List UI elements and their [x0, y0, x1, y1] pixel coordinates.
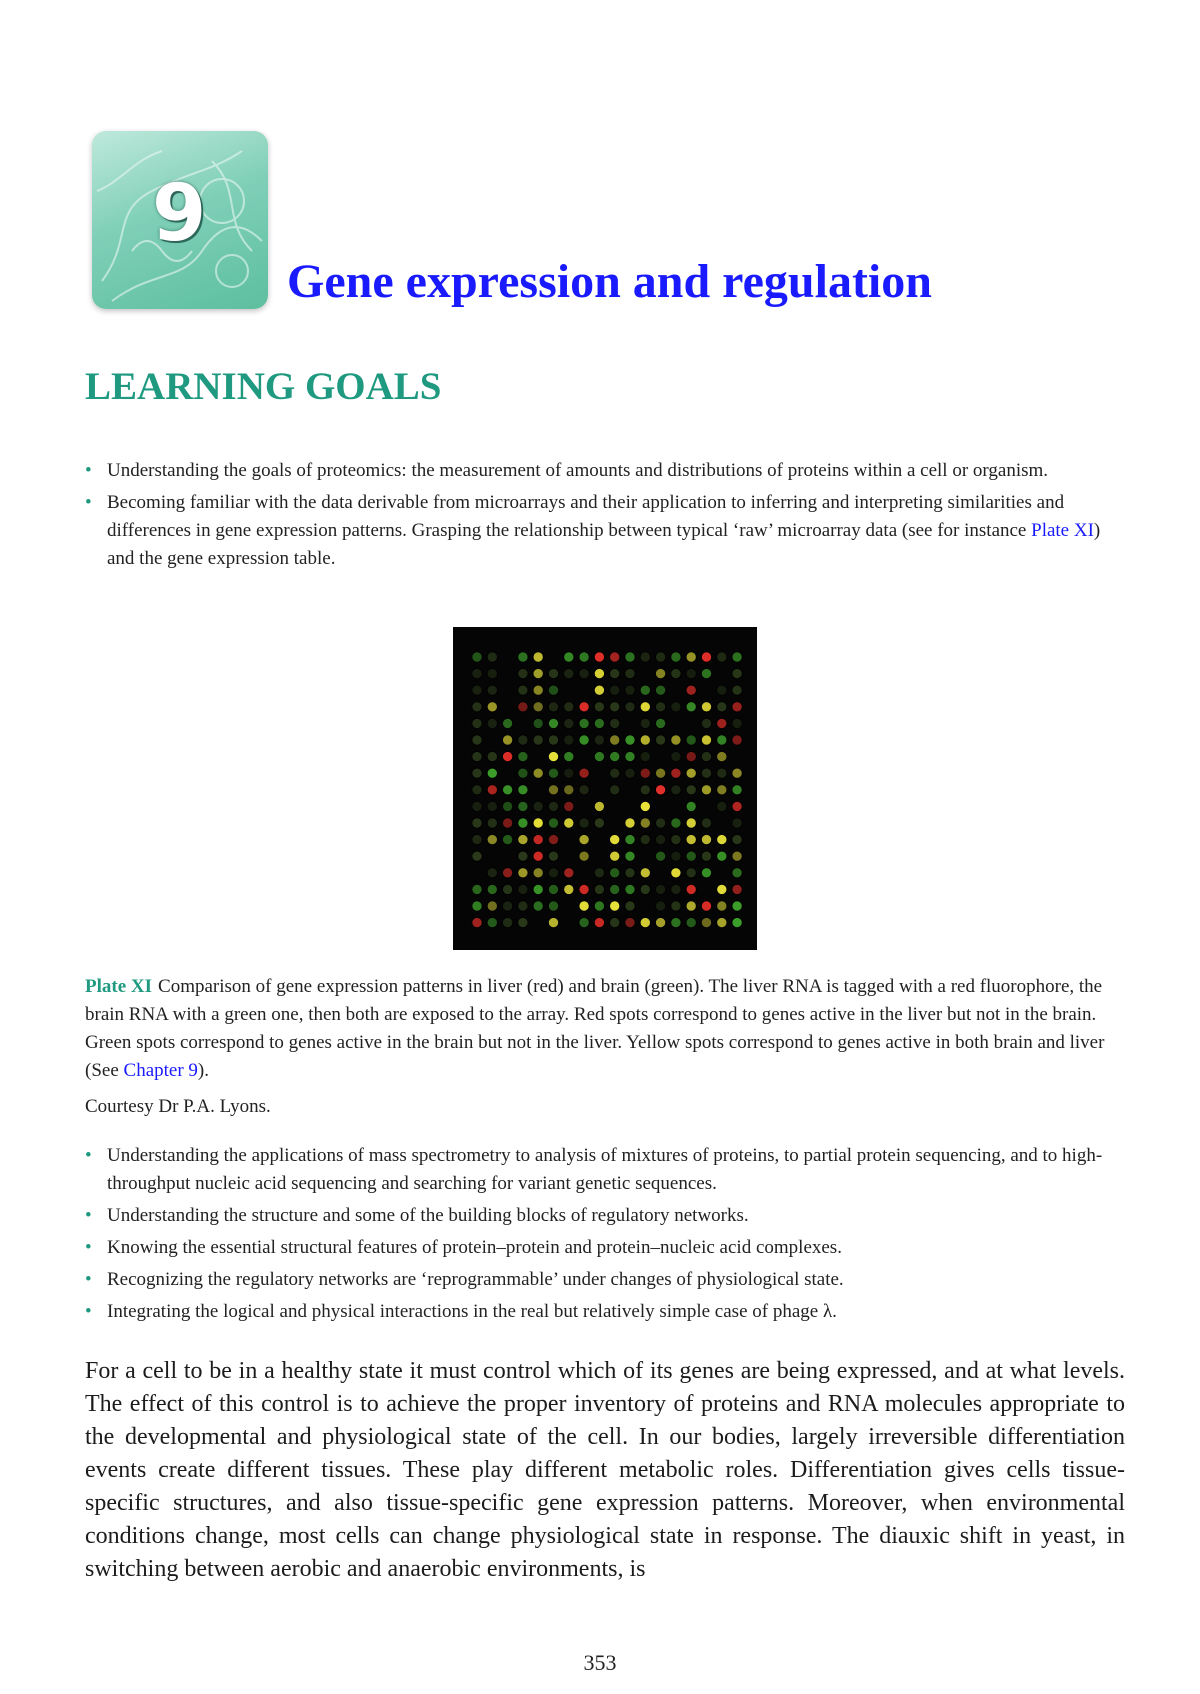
microarray-spot: [625, 652, 635, 662]
microarray-spot: [686, 685, 696, 695]
microarray-spot: [487, 751, 497, 761]
microarray-spot: [701, 702, 711, 712]
microarray-spot: [701, 868, 711, 878]
microarray-spot: [701, 785, 711, 795]
microarray-spot: [533, 868, 543, 878]
microarray-spot: [564, 818, 574, 828]
list-item-text: Integrating the logical and physical interactions in the real but relatively simple case of phage λ.: [107, 1301, 837, 1322]
microarray-spot: [594, 917, 604, 927]
microarray-spot: [472, 884, 482, 894]
microarray-spot: [701, 652, 711, 662]
microarray-spot: [594, 702, 604, 712]
microarray-spot: [548, 834, 558, 844]
bullet-icon: •: [85, 1269, 92, 1290]
microarray-spot: [579, 785, 589, 795]
microarray-spot: [564, 668, 574, 678]
microarray-spot: [594, 884, 604, 894]
microarray-spot: [502, 868, 512, 878]
microarray-spot: [655, 735, 665, 745]
microarray-spot: [518, 751, 528, 761]
microarray-spot: [579, 884, 589, 894]
microarray-spot: [732, 868, 742, 878]
microarray-spot: [564, 801, 574, 811]
microarray-spot: [533, 901, 543, 911]
microarray-spot: [717, 785, 727, 795]
microarray-spot: [717, 685, 727, 695]
microarray-spot: [579, 917, 589, 927]
microarray-spot: [594, 901, 604, 911]
microarray-spot: [625, 884, 635, 894]
list-item-text-tail: ) and the gene expression table.: [107, 520, 1101, 569]
microarray-spot: [487, 834, 497, 844]
microarray-spot: [472, 718, 482, 728]
microarray-spot: [548, 735, 558, 745]
microarray-spot: [671, 785, 681, 795]
microarray-spot: [533, 818, 543, 828]
microarray-spot: [686, 834, 696, 844]
microarray-spot: [579, 652, 589, 662]
microarray-spot: [548, 768, 558, 778]
microarray-spot: [732, 702, 742, 712]
microarray-spot: [625, 668, 635, 678]
microarray-spot: [610, 652, 620, 662]
microarray-spot: [533, 851, 543, 861]
microarray-spot: [579, 834, 589, 844]
microarray-spot: [594, 718, 604, 728]
microarray-spot: [518, 917, 528, 927]
microarray-spot: [594, 751, 604, 761]
microarray-plate-image: [453, 627, 757, 950]
microarray-spot: [686, 735, 696, 745]
microarray-spot: [533, 884, 543, 894]
microarray-spot: [594, 735, 604, 745]
microarray-spot: [686, 901, 696, 911]
microarray-spot: [579, 818, 589, 828]
microarray-spot: [717, 768, 727, 778]
learning-goals-list-top: [85, 457, 1125, 577]
microarray-spot: [472, 801, 482, 811]
microarray-spot: [579, 718, 589, 728]
microarray-spot: [655, 718, 665, 728]
microarray-spots: [453, 627, 757, 950]
microarray-spot: [655, 884, 665, 894]
microarray-spot: [701, 751, 711, 761]
list-item-text: Understanding the structure and some of the building blocks of regulatory networks.: [107, 1205, 749, 1226]
microarray-spot: [548, 718, 558, 728]
microarray-spot: [732, 785, 742, 795]
microarray-spot: [655, 668, 665, 678]
microarray-spot: [640, 768, 650, 778]
microarray-spot: [732, 735, 742, 745]
microarray-spot: [640, 652, 650, 662]
microarray-spot: [686, 768, 696, 778]
microarray-spot: [518, 834, 528, 844]
microarray-spot: [610, 685, 620, 695]
bullet-icon: •: [85, 1145, 92, 1166]
microarray-spot: [610, 901, 620, 911]
microarray-spot: [548, 818, 558, 828]
microarray-spot: [594, 668, 604, 678]
microarray-spot: [686, 868, 696, 878]
microarray-spot: [472, 685, 482, 695]
microarray-spot: [518, 901, 528, 911]
microarray-spot: [655, 652, 665, 662]
microarray-spot: [502, 917, 512, 927]
microarray-spot: [701, 718, 711, 728]
microarray-spot: [625, 818, 635, 828]
microarray-spot: [487, 801, 497, 811]
microarray-spot: [640, 801, 650, 811]
microarray-spot: [518, 685, 528, 695]
caption-text-tail: ).: [197, 1060, 209, 1081]
microarray-spot: [655, 702, 665, 712]
microarray-spot: [564, 868, 574, 878]
microarray-spot: [472, 702, 482, 712]
microarray-spot: [594, 652, 604, 662]
microarray-spot: [701, 917, 711, 927]
microarray-spot: [518, 735, 528, 745]
microarray-spot: [640, 868, 650, 878]
bullet-icon: •: [85, 1205, 92, 1226]
microarray-spot: [533, 718, 543, 728]
microarray-spot: [717, 718, 727, 728]
microarray-spot: [533, 735, 543, 745]
microarray-spot: [671, 868, 681, 878]
plate-caption: [85, 973, 1125, 1085]
microarray-spot: [472, 751, 482, 761]
microarray-spot: [564, 751, 574, 761]
microarray-spot: [671, 735, 681, 745]
microarray-spot: [548, 751, 558, 761]
microarray-spot: [472, 917, 482, 927]
microarray-spot: [518, 801, 528, 811]
microarray-spot: [472, 785, 482, 795]
plate-label: Plate XI: [85, 976, 153, 997]
microarray-spot: [594, 818, 604, 828]
microarray-spot: [487, 718, 497, 728]
microarray-spot: [518, 868, 528, 878]
list-item-text: Recognizing the regulatory networks are ‘reprogrammable’ under changes of physiological state.: [107, 1269, 844, 1290]
microarray-spot: [472, 818, 482, 828]
microarray-spot: [640, 735, 650, 745]
microarray-spot: [548, 901, 558, 911]
microarray-spot: [487, 652, 497, 662]
microarray-spot: [548, 668, 558, 678]
body-paragraph: For a cell to be in a healthy state it must control which of its genes are being expressed, and at what levels. The effect of this control is to achieve the proper inventory of proteins and RNA molecules appropriate to the developmental and physiological state of the cell. In our bodies, largely irreversible differentiation events create different tissues. These play different metabolic roles. Differentiation gives cells tissue-specific structures, and also tissue-specific gene expression patterns. Moreover, when environmental conditions change, most cells can change physiological state in response. The diauxic shift in yeast, in switching between aerobic and anaerobic environments, is: [85, 1358, 1125, 1582]
microarray-spot: [548, 851, 558, 861]
microarray-spot: [579, 702, 589, 712]
microarray-spot: [594, 801, 604, 811]
microarray-spot: [655, 917, 665, 927]
microarray-spot: [518, 702, 528, 712]
chapter-title: Gene expression and regulation: [287, 255, 932, 308]
microarray-spot: [518, 668, 528, 678]
microarray-spot: [472, 735, 482, 745]
microarray-spot: [533, 834, 543, 844]
microarray-spot: [655, 768, 665, 778]
microarray-spot: [533, 768, 543, 778]
microarray-spot: [487, 668, 497, 678]
microarray-spot: [594, 868, 604, 878]
microarray-spot: [686, 668, 696, 678]
microarray-spot: [502, 718, 512, 728]
list-item-text: Becoming familiar with the data derivable from microarrays and their application to inferring and interpreting similarities and differences in gene expression patterns. Grasping the relationship between typical ‘raw’ microarray data (see for instance: [107, 492, 1065, 541]
chapter-badge: [92, 131, 268, 309]
microarray-spot: [732, 685, 742, 695]
microarray-spot: [640, 685, 650, 695]
microarray-spot: [579, 668, 589, 678]
microarray-spot: [610, 751, 620, 761]
microarray-spot: [655, 901, 665, 911]
microarray-spot: [640, 751, 650, 761]
microarray-spot: [487, 702, 497, 712]
microarray-spot: [717, 751, 727, 761]
microarray-spot: [610, 735, 620, 745]
microarray-spot: [502, 785, 512, 795]
microarray-spot: [548, 702, 558, 712]
microarray-spot: [640, 884, 650, 894]
microarray-spot: [487, 685, 497, 695]
microarray-spot: [472, 851, 482, 861]
microarray-spot: [610, 768, 620, 778]
microarray-spot: [655, 818, 665, 828]
microarray-spot: [671, 751, 681, 761]
microarray-spot: [610, 668, 620, 678]
microarray-spot: [502, 735, 512, 745]
list-item: [85, 1234, 1125, 1262]
microarray-spot: [502, 801, 512, 811]
list-item: [85, 1266, 1125, 1294]
microarray-spot: [548, 785, 558, 795]
microarray-spot: [717, 834, 727, 844]
list-item: [85, 1202, 1125, 1230]
microarray-spot: [701, 668, 711, 678]
microarray-spot: [732, 901, 742, 911]
microarray-spot: [548, 884, 558, 894]
microarray-spot: [625, 834, 635, 844]
microarray-spot: [701, 768, 711, 778]
microarray-spot: [671, 834, 681, 844]
microarray-spot: [686, 702, 696, 712]
microarray-spot: [610, 785, 620, 795]
bullet-icon: •: [85, 460, 92, 481]
microarray-spot: [717, 901, 727, 911]
microarray-spot: [717, 735, 727, 745]
microarray-spot: [686, 851, 696, 861]
microarray-spot: [518, 768, 528, 778]
microarray-spot: [487, 785, 497, 795]
microarray-spot: [472, 668, 482, 678]
microarray-spot: [610, 917, 620, 927]
bullet-icon: •: [85, 1301, 92, 1322]
microarray-spot: [701, 735, 711, 745]
microarray-spot: [502, 818, 512, 828]
plate-courtesy: Courtesy Dr P.A. Lyons.: [85, 1096, 271, 1117]
microarray-spot: [640, 917, 650, 927]
microarray-spot: [533, 668, 543, 678]
microarray-spot: [548, 917, 558, 927]
microarray-spot: [655, 685, 665, 695]
microarray-spot: [610, 702, 620, 712]
microarray-spot: [564, 768, 574, 778]
microarray-spot: [487, 901, 497, 911]
microarray-spot: [671, 917, 681, 927]
microarray-spot: [472, 901, 482, 911]
microarray-spot: [717, 884, 727, 894]
microarray-spot: [671, 668, 681, 678]
microarray-spot: [579, 735, 589, 745]
microarray-spot: [502, 901, 512, 911]
microarray-spot: [732, 818, 742, 828]
microarray-spot: [548, 868, 558, 878]
microarray-spot: [594, 685, 604, 695]
microarray-spot: [548, 685, 558, 695]
microarray-spot: [487, 768, 497, 778]
microarray-spot: [518, 652, 528, 662]
microarray-spot: [533, 702, 543, 712]
microarray-spot: [732, 834, 742, 844]
microarray-spot: [732, 917, 742, 927]
microarray-spot: [717, 851, 727, 861]
microarray-spot: [625, 917, 635, 927]
microarray-spot: [625, 751, 635, 761]
learning-goals-heading: LEARNING GOALS: [85, 365, 442, 408]
microarray-spot: [502, 884, 512, 894]
microarray-spot: [686, 917, 696, 927]
microarray-spot: [655, 834, 665, 844]
microarray-spot: [610, 851, 620, 861]
microarray-spot: [518, 884, 528, 894]
bullet-icon: •: [85, 1237, 92, 1258]
microarray-spot: [732, 718, 742, 728]
microarray-spot: [732, 801, 742, 811]
microarray-spot: [564, 652, 574, 662]
microarray-spot: [701, 818, 711, 828]
chapter-9-link[interactable]: Chapter 9: [123, 1060, 198, 1081]
microarray-spot: [548, 801, 558, 811]
microarray-spot: [701, 851, 711, 861]
microarray-spot: [579, 768, 589, 778]
microarray-spot: [625, 851, 635, 861]
list-item-text: Knowing the essential structural features of protein–protein and protein–nucleic acid complexes.: [107, 1237, 842, 1258]
chapter-number: 9: [152, 169, 207, 259]
microarray-spot: [732, 884, 742, 894]
list-item-text: Understanding the applications of mass spectrometry to analysis of mixtures of proteins, to partial protein sequencing, and to high-throughput nucleic acid sequencing and searching for variant genetic sequences.: [107, 1145, 1103, 1194]
microarray-spot: [732, 768, 742, 778]
microarray-spot: [671, 818, 681, 828]
microarray-spot: [564, 718, 574, 728]
microarray-spot: [701, 901, 711, 911]
microarray-spot: [564, 884, 574, 894]
list-item: [85, 489, 1125, 573]
microarray-spot: [671, 702, 681, 712]
microarray-spot: [717, 801, 727, 811]
microarray-spot: [717, 652, 727, 662]
microarray-spot: [640, 818, 650, 828]
microarray-spot: [518, 851, 528, 861]
microarray-spot: [625, 901, 635, 911]
microarray-spot: [564, 785, 574, 795]
microarray-spot: [625, 868, 635, 878]
microarray-spot: [533, 652, 543, 662]
microarray-spot: [671, 851, 681, 861]
microarray-spot: [686, 801, 696, 811]
list-item: [85, 1142, 1125, 1198]
microarray-spot: [518, 785, 528, 795]
microarray-spot: [625, 685, 635, 695]
list-item-text: Understanding the goals of proteomics: the measurement of amounts and distributions of proteins within a cell or organism.: [107, 460, 1049, 481]
bullet-icon: •: [85, 492, 92, 513]
plate-xi-link[interactable]: Plate XI: [1031, 520, 1094, 541]
microarray-spot: [472, 652, 482, 662]
microarray-spot: [655, 785, 665, 795]
learning-goals-list-bottom: [85, 1142, 1125, 1330]
microarray-spot: [640, 785, 650, 795]
microarray-spot: [487, 884, 497, 894]
microarray-spot: [564, 702, 574, 712]
microarray-spot: [655, 851, 665, 861]
microarray-spot: [686, 751, 696, 761]
microarray-spot: [579, 901, 589, 911]
microarray-spot: [701, 834, 711, 844]
microarray-spot: [579, 851, 589, 861]
microarray-spot: [472, 768, 482, 778]
microarray-spot: [671, 652, 681, 662]
microarray-spot: [625, 735, 635, 745]
microarray-spot: [640, 718, 650, 728]
microarray-spot: [533, 685, 543, 695]
microarray-spot: [610, 718, 620, 728]
microarray-spot: [487, 868, 497, 878]
caption-text: Comparison of gene expression patterns in liver (red) and brain (green). The liver RNA is tagged with a red fluorophore, the brain RNA with a green one, then both are exposed to the array. Red spots correspond to genes active in the liver but not in the brain. Green spots correspond to genes active in the brain but not in the liver. Yellow spots correspond to genes active in both brain and liver (See: [85, 976, 1105, 1081]
microarray-spot: [686, 785, 696, 795]
microarray-spot: [686, 652, 696, 662]
microarray-spot: [640, 834, 650, 844]
microarray-spot: [686, 884, 696, 894]
microarray-spot: [472, 834, 482, 844]
microarray-spot: [671, 901, 681, 911]
microarray-spot: [732, 652, 742, 662]
page-number: 353: [583, 1650, 617, 1675]
microarray-spot: [625, 702, 635, 712]
microarray-spot: [671, 884, 681, 894]
microarray-spot: [502, 751, 512, 761]
microarray-spot: [732, 851, 742, 861]
list-item: [85, 457, 1125, 485]
list-item: [85, 1298, 1125, 1326]
microarray-spot: [625, 768, 635, 778]
microarray-spot: [640, 702, 650, 712]
microarray-spot: [533, 801, 543, 811]
microarray-spot: [487, 917, 497, 927]
microarray-spot: [686, 818, 696, 828]
microarray-spot: [717, 917, 727, 927]
microarray-spot: [610, 884, 620, 894]
microarray-spot: [518, 818, 528, 828]
microarray-spot: [564, 735, 574, 745]
microarray-spot: [732, 668, 742, 678]
microarray-spot: [487, 818, 497, 828]
microarray-spot: [717, 702, 727, 712]
microarray-spot: [671, 768, 681, 778]
microarray-spot: [610, 834, 620, 844]
microarray-spot: [610, 868, 620, 878]
microarray-spot: [502, 834, 512, 844]
